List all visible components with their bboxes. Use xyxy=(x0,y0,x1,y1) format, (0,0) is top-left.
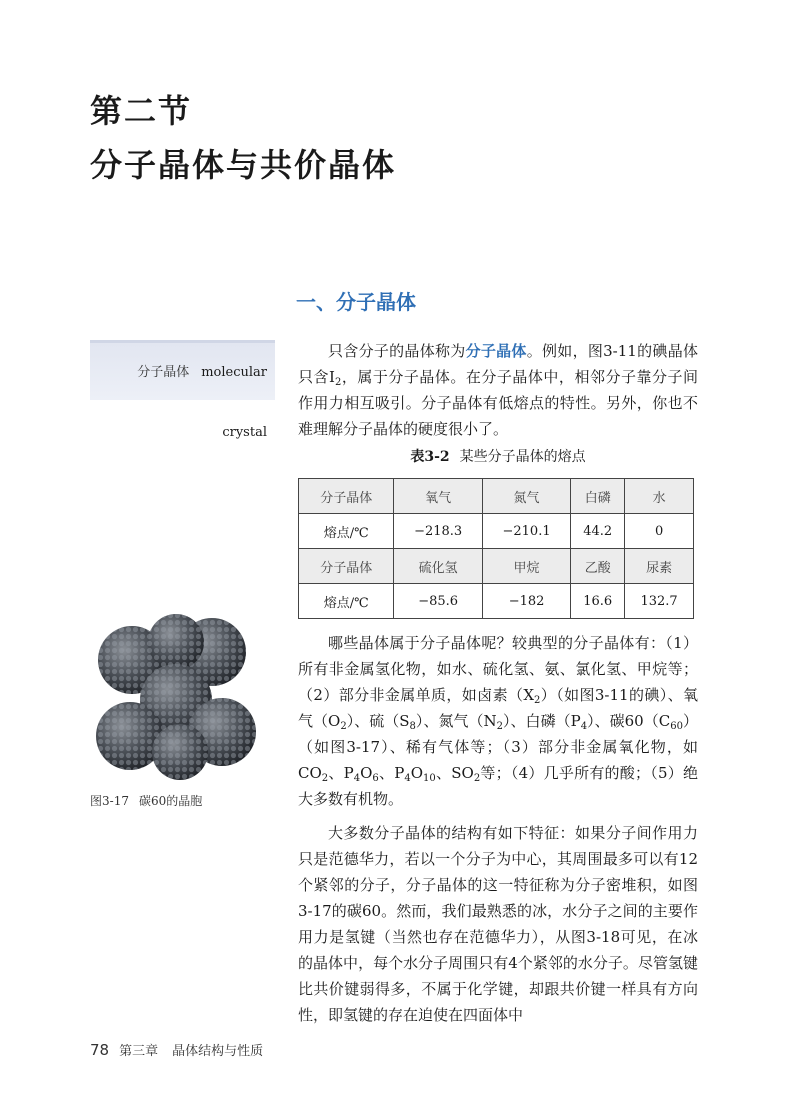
table-cell: 分子晶体 xyxy=(299,549,394,584)
subheading: 一、分子晶体 xyxy=(296,290,416,314)
paragraph-2: 哪些晶体属于分子晶体呢？较典型的分子晶体有：（1）所有非金属氢化物，如水、硫化氢、氨、氯化氢、甲烷等；（2）部分非金属单质，如卤素$(X_2)$（如图3-11的碘）、氧气$(O_2)$、硫$(S_8)$、氮气$(N_2)$、白磷$(P_4)$、碳$60(C_{60})$（如图3-17）、稀有气体等；（3）部分非金属氧化物，如$CO_2$、$P_4O_6$、$P_4O_{10}$、$SO_2$等；（4）几乎所有的酸；（5）绝大多数有机物。 xyxy=(298,634,699,808)
table-cell: −85.6 xyxy=(394,584,482,619)
table-cell: 白磷 xyxy=(571,479,625,514)
table-number: 表3-2 xyxy=(410,449,450,465)
table-cell: 硫化氢 xyxy=(394,549,482,584)
table-cell: 44.2 xyxy=(571,514,625,549)
table-row xyxy=(299,549,694,584)
term-chinese: 分子晶体 xyxy=(137,365,190,380)
page-footer xyxy=(90,1040,263,1059)
term-highlight: 分子晶体 xyxy=(465,342,527,360)
table-cell: 乙酸 xyxy=(571,549,625,584)
table-cell: 熔点/℃ xyxy=(299,514,394,549)
table-cell: −210.1 xyxy=(482,514,570,549)
table-row xyxy=(299,514,694,549)
table-cell: 熔点/℃ xyxy=(299,584,394,619)
c60-cluster xyxy=(96,614,256,780)
section-number: 第二节 xyxy=(90,92,193,130)
table-title: 某些分子晶体的熔点 xyxy=(459,449,586,465)
figure-caption xyxy=(90,792,202,809)
melting-point-table xyxy=(298,478,694,619)
page-number: 78 xyxy=(90,1041,110,1059)
table-row xyxy=(299,584,694,619)
table-cell: 分子晶体 xyxy=(299,479,394,514)
table-caption xyxy=(298,446,698,466)
figure-title: 碳60的晶胞 xyxy=(138,794,203,808)
chapter-title: 晶体结构与性质 xyxy=(172,1044,264,1059)
table-cell: 水 xyxy=(625,479,694,514)
sidebar-term-box xyxy=(90,340,275,440)
table-cell: 132.7 xyxy=(625,584,694,619)
table-cell: 氧气 xyxy=(394,479,482,514)
paragraph-1: 只含分子的晶体称为分子晶体。例如，图3-11的碘晶体只含$I_2$，属于分子晶体。在分子晶体中，相邻分子靠分子间作用力相互吸引。分子晶体有低熔点的特性。另外，你也不难理解分子晶体的硬度很小了。 xyxy=(298,342,698,438)
section-title: 分子晶体与共价晶体 xyxy=(90,146,397,184)
figure-number: 图3-17 xyxy=(90,794,129,808)
term-english: molecular crystal xyxy=(201,365,267,440)
table-row xyxy=(299,479,694,514)
table-cell: −182 xyxy=(482,584,570,619)
table-cell: 氮气 xyxy=(482,479,570,514)
paragraph-3: 大多数分子晶体的结构有如下特征：如果分子间作用力只是范德华力，若以一个分子为中心，其周围最多可以有12个紧邻的分子，分子晶体的这一特征称为分子密堆积，如图3-17的碳60。然而，我们最熟悉的冰，水分子之间的主要作用力是氢键（当然也存在范德华力），从图3-18可见，在冰的晶体中，每个水分子周围只有4个紧邻的水分子。尽管氢键比共价键弱得多，不属于化学键，却跟共价键一样具有方向性，即氢键的存在迫使在四面体中 xyxy=(298,824,698,1024)
chapter-label: 第三章 xyxy=(119,1044,159,1059)
table-cell: 16.6 xyxy=(571,584,625,619)
table-cell: −218.3 xyxy=(394,514,482,549)
table-cell: 尿素 xyxy=(625,549,694,584)
table-cell: 甲烷 xyxy=(482,549,570,584)
c60-unit-cell-figure xyxy=(90,612,260,782)
table-cell: 0 xyxy=(625,514,694,549)
